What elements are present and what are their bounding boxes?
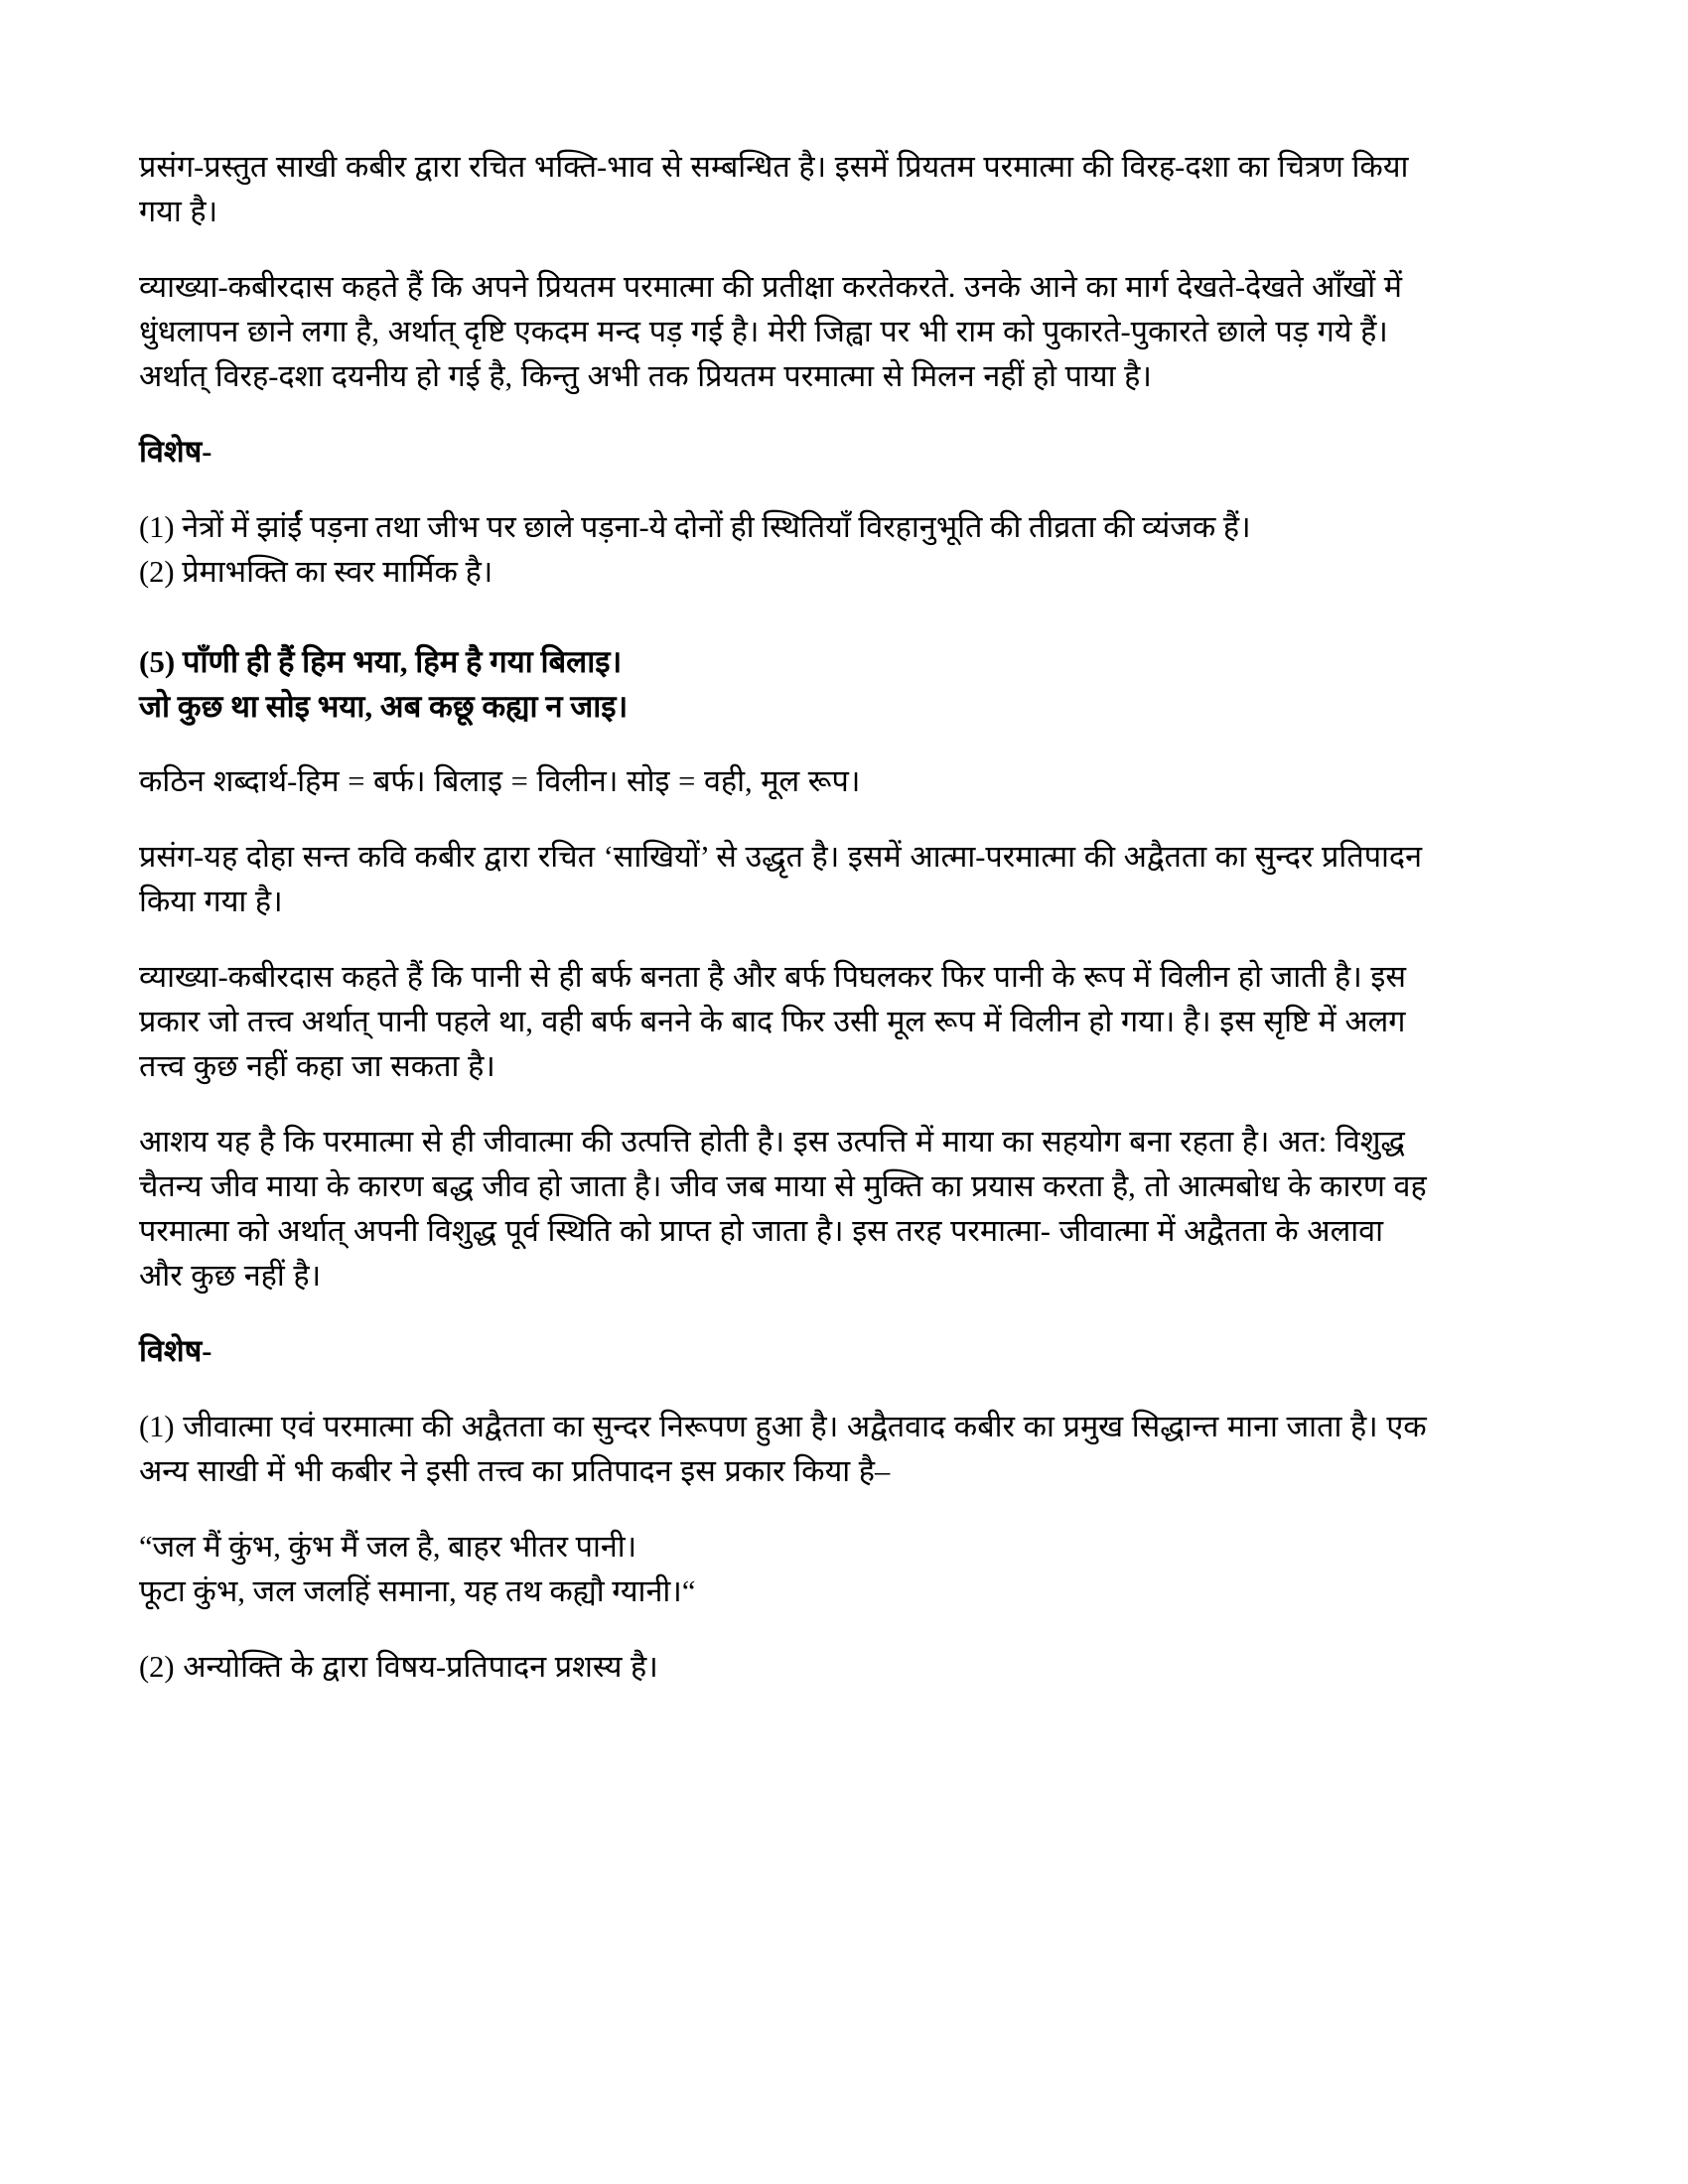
vishesh-2-item-2: (2) अन्योक्ति के द्वारा विषय-प्रतिपादन प्रशस्य है। — [139, 1650, 658, 1684]
document-body — [139, 145, 1428, 1690]
vishesh-1-item-2: (2) प्रेमाभक्ति का स्वर मार्मिक है। — [139, 555, 493, 589]
paragraph-aashay: आशय यह है कि परमात्मा से ही जीवात्मा की उत्पत्ति होती है। इस उत्पत्ति में माया का सहयोग बना रहता है। अत: विशुद्ध चैतन्य जीव माया के कारण बद्ध जीव हो जाता है। जीव जब माया से मुक्ति का प्रयास करता है, तो आत्मबोध के कारण वह परमात्मा को अर्थात् अपनी विशुद्ध पूर्व स्थिति को प्राप्त हो जाता है। इस तरह परमात्मा- जीवात्मा में अद्वैतता के अलावा और कुछ नहीं है। — [139, 1125, 1427, 1293]
doha-line-2: जो कुछ था सोइ भया, अब कछू कह्या न जाइ। — [139, 689, 629, 724]
doha-verse-5 — [139, 639, 1428, 729]
heading-vishesh-2: विशेष- — [139, 1334, 212, 1368]
heading-vishesh-1: विशेष- — [139, 435, 212, 469]
doha-line-1: (5) पाँणी ही हैं हिम भया, हिम है गया बिलाइ। — [139, 644, 623, 679]
paragraph-prasang-2: प्रसंग-यह दोहा सन्त कवि कबीर द्वारा रचित ‘साखियों’ से उद्धृत है। इसमें आत्मा-परमात्मा की अद्वैतता का सुन्दर प्रतिपादन किया गया है। — [139, 840, 1423, 918]
quoted-couplet — [139, 1525, 1428, 1614]
vishesh-2-item-1: (1) जीवात्मा एवं परमात्मा की अद्वैतता का सुन्दर निरूपण हुआ है। अद्वैतवाद कबीर का प्रमुख सिद्धान्त माना जाता है। एक अन्य साखी में भी कबीर ने इसी तत्त्व का प्रतिपादन इस प्रकार किया है– — [139, 1410, 1427, 1488]
quote-line-2: फूटा कुंभ, जल जलहिं समाना, यह तथ कह्यौ ग्यानी।“ — [139, 1574, 696, 1608]
spacer-before-doha — [139, 625, 1428, 639]
paragraph-kathin-shabdarth: कठिन शब्दार्थ-हिम = बर्फ। बिलाइ = विलीन। सोइ = वही, मूल रूप। — [139, 764, 861, 798]
paragraph-prasang-1: प्रसंग-प्रस्तुत साखी कबीर द्वारा रचित भक्ति-भाव से सम्बन्धित है। इसमें प्रियतम परमात्मा की विरह-दशा का चित्रण किया गया है। — [139, 150, 1409, 228]
quote-line-1: “जल मैं कुंभ, कुंभ मैं जल है, बाहर भीतर पानी। — [139, 1530, 637, 1564]
paragraph-vyakhya-2: व्याख्या-कबीरदास कहते हैं कि पानी से ही बर्फ बनता है और बर्फ पिघलकर फिर पानी के रूप में विलीन हो जाती है। इस प्रकार जो तत्त्व अर्थात् पानी पहले था, वही बर्फ बनने के बाद फिर उसी मूल रूप में विलीन हो गया। है। इस सृष्टि में अलग तत्त्व कुछ नहीं कहा जा सकता है। — [139, 960, 1407, 1083]
vishesh-1-item-1: (1) नेत्रों में झांईं पड़ना तथा जीभ पर छाले पड़ना-ये दोनों ही स्थितियाँ विरहानुभूति की तीव्रता की व्यंजक हैं। — [139, 510, 1251, 544]
paragraph-vyakhya-1: व्याख्या-कबीरदास कहते हैं कि अपने प्रियतम परमात्मा की प्रतीक्षा करतेकरते. उनके आने का मार्ग देखते-देखते आँखों में धुंधलापन छाने लगा है, अर्थात् दृष्टि एकदम मन्द पड़ गई है। मेरी जिह्वा पर भी राम को पुकारते-पुकारते छाले पड़ गये हैं। अर्थात् विरह-दशा दयनीय हो गई है, किन्तु अभी तक प्रियतम परमात्मा से मिलन नहीं हो पाया है। — [139, 270, 1403, 393]
